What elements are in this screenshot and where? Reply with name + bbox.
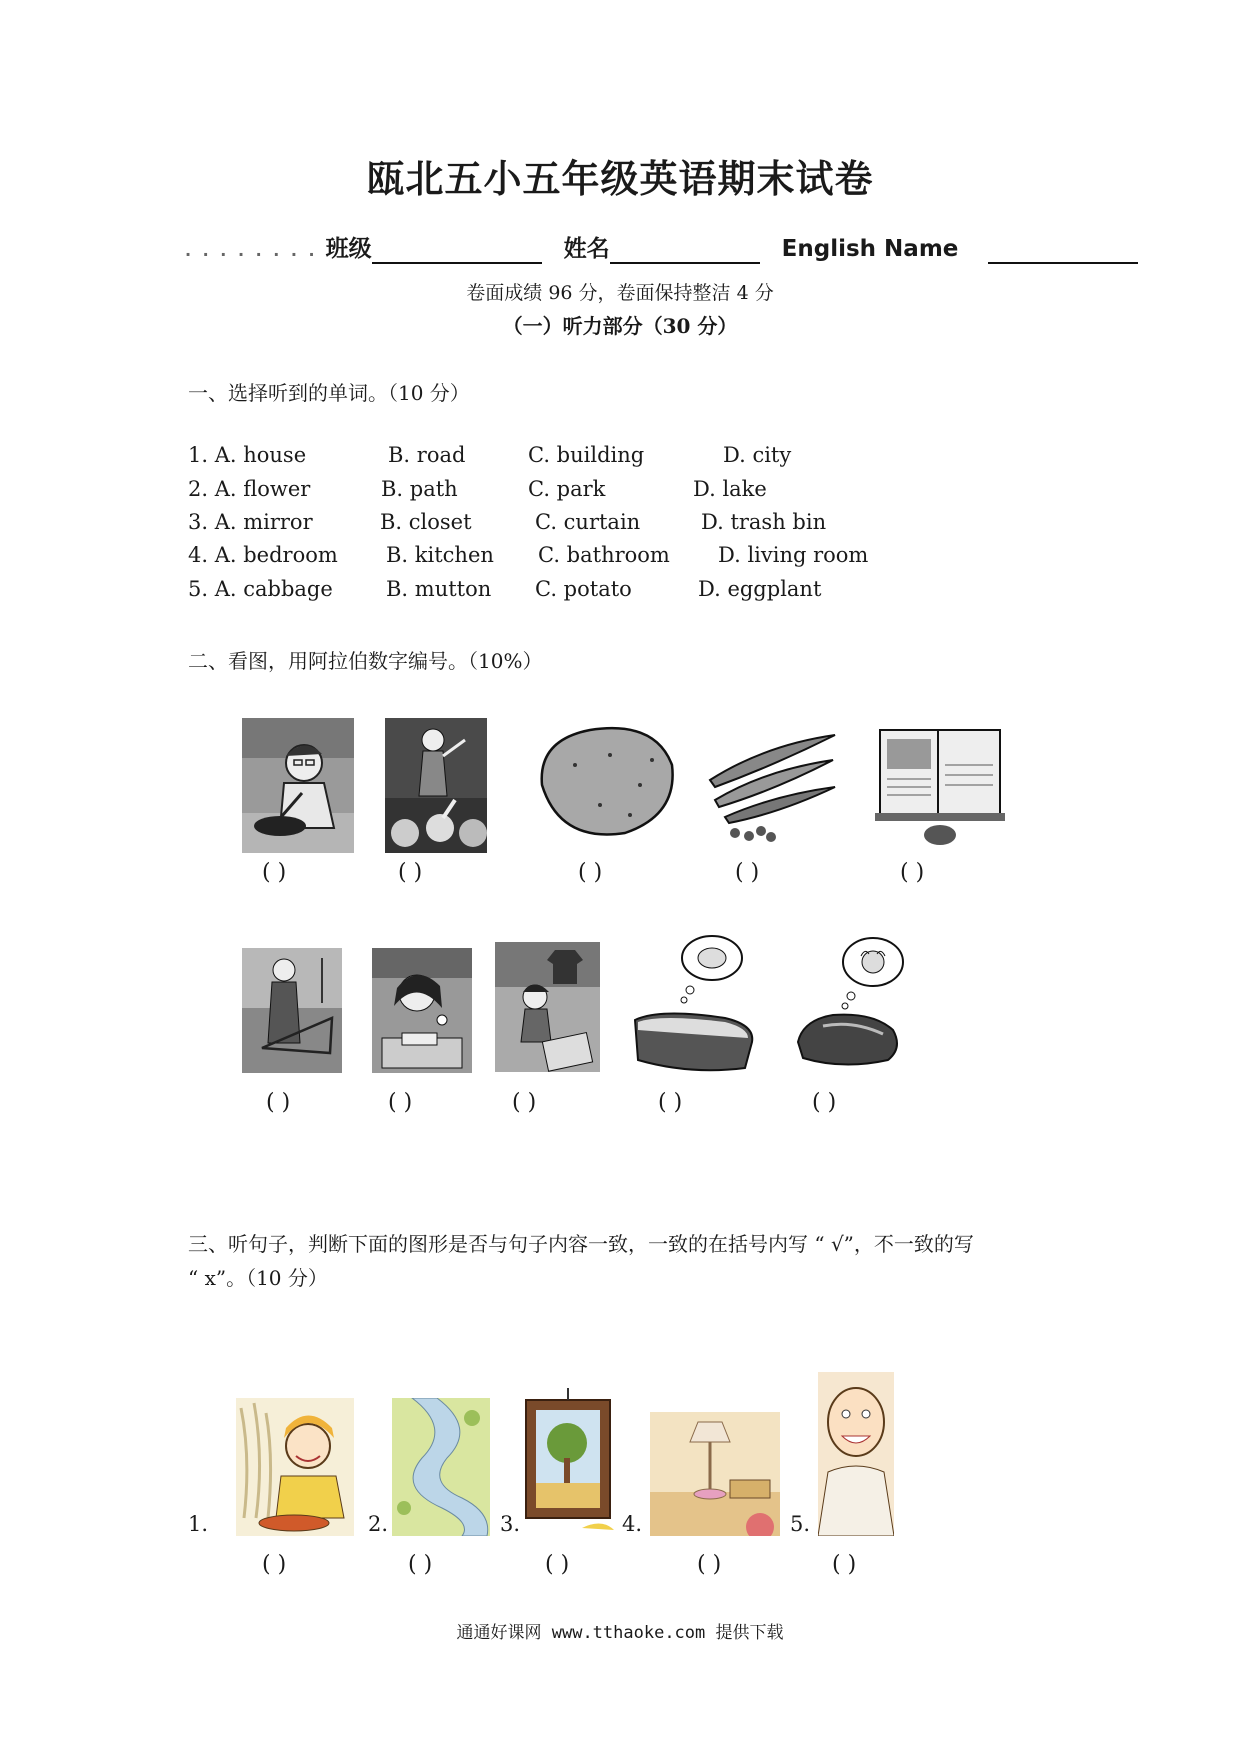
girl-shopping-picture <box>495 942 600 1072</box>
footer-text: 通通好课网 www.tthaoke.com 提供下载 <box>456 1623 784 1643</box>
cooking-man-picture <box>242 718 354 853</box>
answer-paren[interactable]: ( ) <box>262 860 287 885</box>
answer-paren[interactable]: ( ) <box>398 860 423 885</box>
answer-paren[interactable]: ( ) <box>832 1552 857 1577</box>
item-number-5: 5. <box>790 1512 811 1536</box>
word-option[interactable]: 2. A. flower <box>188 477 311 501</box>
desk-lamp-picture <box>650 1412 780 1536</box>
word-option[interactable]: D. trash bin <box>701 510 827 534</box>
word-row <box>188 543 988 573</box>
class-blank[interactable] <box>372 236 542 264</box>
word-option[interactable]: C. park <box>528 477 606 501</box>
word-option[interactable]: 4. A. bedroom <box>188 543 338 567</box>
word-row <box>188 577 988 607</box>
mutton-picture <box>793 930 913 1070</box>
part-title: （一）听力部分（30 分） <box>502 314 738 338</box>
name-blank[interactable] <box>610 236 760 264</box>
answer-paren[interactable]: ( ) <box>658 1090 683 1115</box>
girl-reading-picture <box>372 948 472 1073</box>
word-option[interactable]: 1. A. house <box>188 443 307 467</box>
name-label: 姓名 <box>563 236 610 262</box>
answer-paren[interactable]: ( ) <box>512 1090 537 1115</box>
item-number-4: 4. <box>622 1512 643 1536</box>
word-option[interactable]: C. bathroom <box>538 543 670 567</box>
picture-frame-picture <box>522 1388 614 1536</box>
newspaper-picture <box>875 725 1005 850</box>
word-option[interactable]: 3. A. mirror <box>188 510 313 534</box>
green-beans-picture <box>705 725 840 845</box>
section1-heading: 一、选择听到的单词。（10 分） <box>188 381 470 405</box>
class-label: 班级 <box>325 236 372 262</box>
english-name-blank[interactable] <box>988 236 1138 264</box>
river-path-picture <box>392 1398 490 1536</box>
word-option[interactable]: D. city <box>723 443 792 467</box>
info-line: . . . . . . . . 班级 姓名 English Name <box>185 230 1138 264</box>
answer-paren[interactable]: ( ) <box>812 1090 837 1115</box>
answer-paren[interactable]: ( ) <box>735 860 760 885</box>
section3-heading-line2: “ x”。（10 分） <box>188 1266 328 1290</box>
word-option[interactable]: D. living room <box>718 543 869 567</box>
word-option[interactable]: D. eggplant <box>698 577 822 601</box>
word-option[interactable]: B. closet <box>380 510 472 534</box>
section3-heading-line1: 三、听句子，判断下面的图形是否与句子内容一致，一致的在括号内写 “ √”，不一致的写 <box>188 1232 974 1256</box>
answer-paren[interactable]: ( ) <box>578 860 603 885</box>
answer-paren[interactable]: ( ) <box>900 860 925 885</box>
teacher-class-picture <box>385 718 487 853</box>
word-option[interactable]: B. mutton <box>386 577 492 601</box>
english-name-label: English Name <box>781 236 959 262</box>
word-option[interactable]: 5. A. cabbage <box>188 577 333 601</box>
word-option[interactable]: B. road <box>388 443 466 467</box>
word-option[interactable]: B. kitchen <box>386 543 494 567</box>
answer-paren[interactable]: ( ) <box>266 1090 291 1115</box>
girl-cooking-picture <box>236 1398 354 1536</box>
smiling-man-picture <box>818 1372 894 1536</box>
score-note: 卷面成绩 96 分，卷面保持整洁 4 分 <box>466 282 774 304</box>
item-number-1: 1. <box>188 1512 209 1536</box>
potato-picture <box>530 715 680 845</box>
man-drawing-picture <box>242 948 342 1073</box>
page-title: 瓯北五小五年级英语期末试卷 <box>366 157 874 201</box>
item-number-3: 3. <box>500 1512 521 1536</box>
word-row <box>188 477 988 507</box>
answer-paren[interactable]: ( ) <box>408 1552 433 1577</box>
answer-paren[interactable]: ( ) <box>545 1552 570 1577</box>
word-option[interactable]: C. curtain <box>535 510 641 534</box>
answer-paren[interactable]: ( ) <box>697 1552 722 1577</box>
word-row <box>188 443 988 473</box>
pork-picture <box>630 930 760 1075</box>
word-row <box>188 510 988 540</box>
answer-paren[interactable]: ( ) <box>262 1552 287 1577</box>
word-option[interactable]: D. lake <box>693 477 767 501</box>
word-option[interactable]: B. path <box>381 477 458 501</box>
section2-heading: 二、看图，用阿拉伯数字编号。（10%） <box>188 649 543 673</box>
answer-paren[interactable]: ( ) <box>388 1090 413 1115</box>
word-option[interactable]: C. potato <box>535 577 632 601</box>
item-number-2: 2. <box>368 1512 389 1536</box>
word-option[interactable]: C. building <box>528 443 645 467</box>
